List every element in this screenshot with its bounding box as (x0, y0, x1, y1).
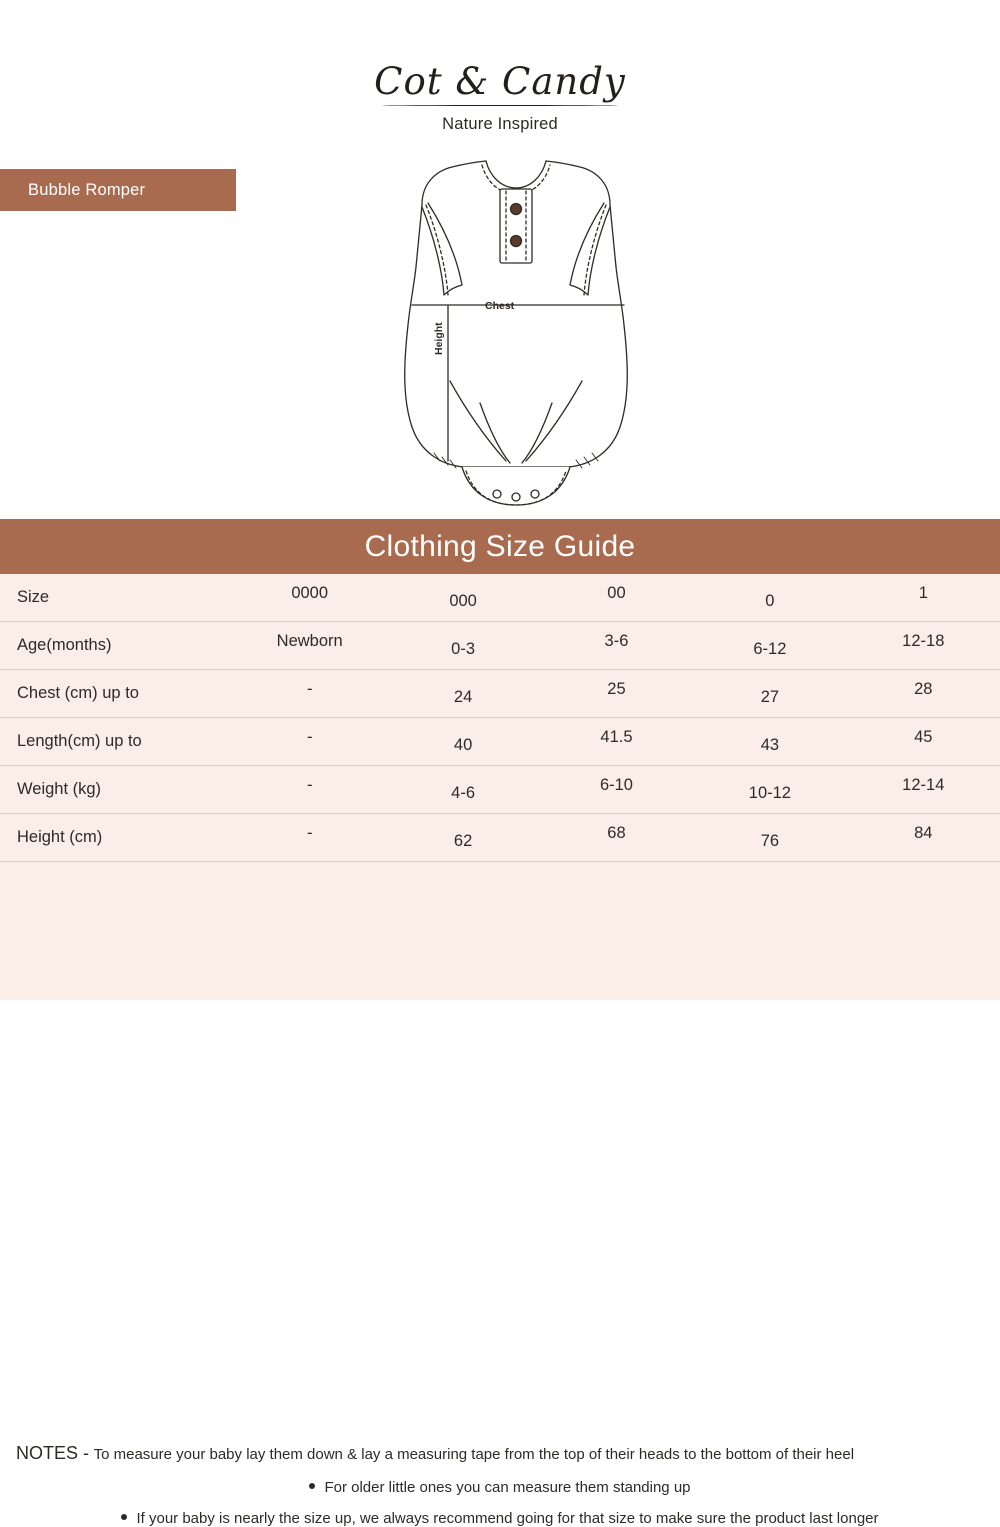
cell-value: 0-3 (451, 640, 476, 658)
product-name-label: Bubble Romper (28, 180, 146, 199)
row-label: Height (cm) (0, 814, 233, 862)
notes-section (0, 1430, 1000, 1527)
cell-value: 43 (760, 736, 780, 754)
romper-illustration (330, 145, 690, 520)
table-row (0, 718, 1000, 766)
cell-value: 28 (914, 680, 933, 698)
cell-value: 76 (760, 832, 780, 850)
row-label: Size (0, 574, 233, 622)
list-item-label: If your baby is nearly the size up, we always recommend going for that size to make sure the product last longer (136, 1509, 879, 1527)
cell-value: 12-18 (902, 632, 945, 650)
table-row (0, 670, 1000, 718)
cell-value: 00 (607, 584, 626, 602)
cell-value: 41.5 (600, 728, 633, 746)
brand-underline-flourish (382, 105, 618, 106)
cell-value: 6-10 (599, 776, 633, 794)
cell-value: 1 (918, 584, 928, 602)
cell-value: - (306, 680, 313, 698)
bullet-dot-icon (121, 1514, 127, 1520)
cell-value: - (306, 776, 313, 794)
cell-value: 0000 (291, 584, 329, 602)
table-row (0, 622, 1000, 670)
cell-value: 40 (453, 736, 473, 754)
cell-value: 27 (760, 688, 780, 706)
brand-header (0, 62, 1000, 134)
row-label: Chest (cm) up to (0, 670, 233, 718)
table-row (0, 814, 1000, 862)
height-measure-label: Height (433, 322, 445, 355)
cell-value: 62 (453, 832, 473, 850)
notes-bullet-list (0, 1465, 1000, 1527)
cell-value: 0 (765, 592, 775, 610)
cell-value: 10-12 (748, 784, 791, 802)
cell-value: - (306, 728, 313, 746)
list-item (0, 1496, 1000, 1527)
cell-value: 25 (607, 680, 626, 698)
cell-value: 6-12 (753, 640, 787, 658)
cell-value: 45 (914, 728, 933, 746)
cell-value: - (306, 824, 313, 842)
brand-name: Cot & Candy (374, 60, 626, 103)
size-guide-title: Clothing Size Guide (364, 529, 636, 563)
cell-value: 84 (914, 824, 933, 842)
notes-main-text: To measure your baby lay them down & lay a measuring tape from the top of their heads to the bottom of their heel (93, 1446, 855, 1463)
cell-value: 68 (607, 824, 626, 842)
row-label: Age(months) (0, 622, 233, 670)
list-item-label: For older little ones you can measure them standing up (324, 1478, 691, 1496)
romper-line-art-icon (330, 145, 690, 520)
cell-value: 3-6 (604, 632, 629, 650)
cell-value: 4-6 (451, 784, 476, 802)
cell-value: 24 (453, 688, 473, 706)
brand-tagline: Nature Inspired (442, 114, 558, 133)
cell-value: Newborn (276, 632, 343, 650)
product-name-tag (0, 169, 236, 211)
size-guide-banner (0, 519, 1000, 574)
list-item (0, 1465, 1000, 1496)
row-label: Length(cm) up to (0, 718, 233, 766)
notes-heading: NOTES - (16, 1443, 90, 1463)
size-table-container (0, 574, 1000, 1527)
table-row (0, 766, 1000, 814)
chest-measure-label: Chest (485, 300, 515, 312)
cell-value: 12-14 (902, 776, 945, 794)
notes-main-line (0, 1430, 1000, 1465)
cell-value: 000 (449, 592, 477, 610)
table-row (0, 574, 1000, 622)
size-table (0, 574, 1000, 862)
bullet-dot-icon (309, 1483, 315, 1489)
row-label: Weight (kg) (0, 766, 233, 814)
